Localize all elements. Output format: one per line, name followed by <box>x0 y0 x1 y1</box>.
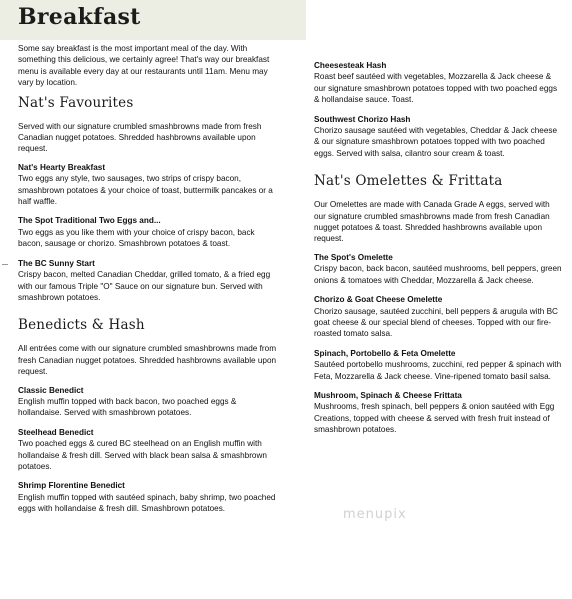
menu-item <box>314 252 562 286</box>
menu-item-name: The Spot Traditional Two Eggs and... <box>18 216 161 226</box>
menu-item <box>18 427 278 473</box>
menu-item-name: Steelhead Benedict <box>18 427 94 437</box>
menu-item-name: Cheesesteak Hash <box>314 61 387 70</box>
edge-mark <box>2 264 8 265</box>
menu-item-desc: English muffin topped with sautéed spinach, baby shrimp, two poached eggs with hollandaise & fresh dill. Smashbrown potatoes. <box>18 492 276 514</box>
menu-item <box>314 114 562 160</box>
menu-item-desc: Sautéed portobello mushrooms, zucchini, red pepper & spinach with Feta, Mozzarella & Jack cheese. Vine-ripened tomato basil salsa. <box>314 360 562 381</box>
menu-item <box>314 390 562 436</box>
menu-item <box>18 480 278 514</box>
menu-item-desc: Roast beef sautéed with vegetables, Mozzarella & Jack cheese & our signature smashbrown potatoes topped with two poached eggs & hollandaise sauce. Toast. <box>314 72 558 105</box>
menu-item <box>18 258 278 304</box>
menu-item-desc: Crispy bacon, melted Canadian Cheddar, grilled tomato, & a fried egg with our famous Triple "O" Sauce on our signature bun. Served with smashbrown potatoes. <box>18 270 271 302</box>
menu-item <box>18 215 278 249</box>
menu-item <box>314 60 562 106</box>
section-title-benedicts: Benedicts & Hash <box>18 317 145 334</box>
menu-item <box>18 162 278 208</box>
menu-item <box>314 348 562 382</box>
watermark: menupix <box>343 507 407 522</box>
menu-item <box>18 385 278 419</box>
menu-item-desc: Chorizo sausage sautéed with vegetables, Cheddar & Jack cheese & our signature smashbrown potatoes topped with two poached eggs. Served with salsa, cilantro sour cream & toast. <box>314 126 558 158</box>
menu-item-desc: Crispy bacon, back bacon, sautéed mushrooms, bell peppers, green onions & tomatoes with Cheddar, Mozzarella & Jack cheese. <box>314 264 562 285</box>
page-title: Breakfast <box>18 4 141 30</box>
menu-item-name: The Spot's Omelette <box>314 252 393 262</box>
menu-item-desc: English muffin topped with back bacon, two poached eggs & hollandaise. Served with smashbrown potatoes. <box>18 396 237 418</box>
section-desc-omelettes: Our Omelettes are made with Canada Grade A eggs, served with our signature crumbled smashbrowns made from fresh Canadian nugget potatoes & toast. Shredded hashbrowns available upon request. <box>314 200 550 244</box>
menu-item-name: Spinach, Portobello & Feta Omelette <box>314 348 456 358</box>
section-title-favourites: Nat's Favourites <box>18 94 134 111</box>
menu-item <box>314 294 562 340</box>
menu-item-desc: Two poached eggs & cured BC steelhead on an English muffin with hollandaise & fresh dill. Served with black bean salsa & smashbrown potatoes. <box>18 439 267 471</box>
menu-item-name: The BC Sunny Start <box>18 258 95 268</box>
section-desc-favourites: Served with our signature crumbled smashbrowns made from fresh Canadian nugget potatoes. Shredded hashbrowns available upon request. <box>18 121 262 154</box>
menu-item-desc: Mushrooms, fresh spinach, bell peppers & onion sautéed with Egg Creations, topped with cheese & served with fresh fruit instead of smashbrown potatoes. <box>314 402 555 435</box>
menu-item-desc: Chorizo sausage, sautéed zucchini, bell peppers & arugula with BC goat cheese & our special blend of cheeses. Topped with our fire-roasted tomato salsa. <box>314 306 558 339</box>
right-column <box>314 60 562 444</box>
menu-item-name: Shrimp Florentine Benedict <box>18 481 125 491</box>
section-title-omelettes: Nat's Omelettes & Frittata <box>314 173 503 190</box>
menu-item-name: Classic Benedict <box>18 385 84 395</box>
menu-item-name: Nat's Hearty Breakfast <box>18 162 106 172</box>
menu-item-name: Chorizo & Goat Cheese Omelette <box>314 295 443 305</box>
menu-item-name: Mushroom, Spinach & Cheese Frittata <box>314 390 462 400</box>
menu-item-name: Southwest Chorizo Hash <box>314 114 411 124</box>
section-desc-benedicts: All entrées come with our signature crumbled smashbrowns made from fresh Canadian nugget potatoes. Shredded hashbrowns available upon request. <box>18 344 277 377</box>
menu-item-desc: Two eggs any style, two sausages, two strips of crispy bacon, smashbrown potatoes & your choice of toast, buttermilk pancakes or a half waffle. <box>18 174 273 207</box>
intro-text: Some say breakfast is the most important meal of the day. With something this delicious, we certainly agree! That's way our breakfast menu is available every day at our restaurants until 11am. Menu may vary by location. <box>18 44 270 88</box>
left-column <box>18 43 278 523</box>
menu-item-desc: Two eggs as you like them with your choice of crispy bacon, back bacon, sausage or chorizo. Smashbrown potatoes & toast. <box>18 227 255 249</box>
